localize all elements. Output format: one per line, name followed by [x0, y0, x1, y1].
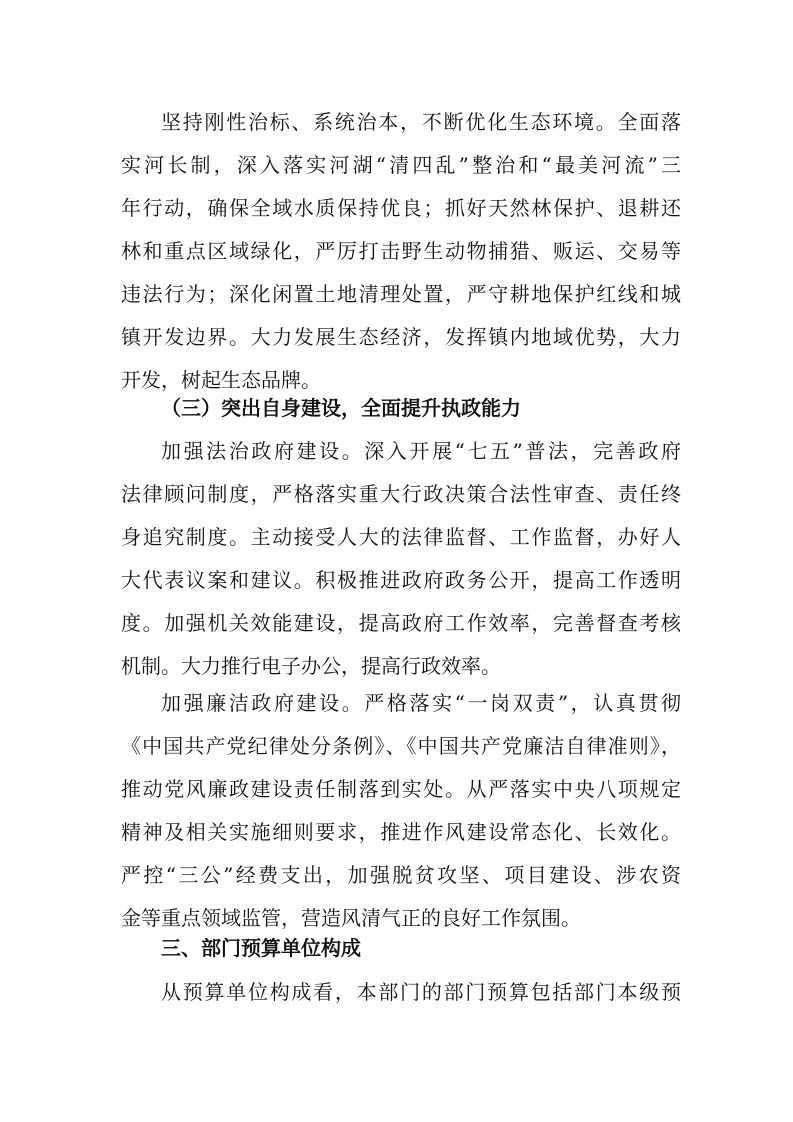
paragraph-ecology-line-2: 实河长制，深入落实河湖“清四乱”整治和“最美河流”三: [121, 153, 681, 177]
paragraph-rule-of-law-line-4: 大代表议案和建议。积极推进政府政务公开，提高工作透明: [121, 568, 681, 592]
paragraph-budget-units-line-1: 从预算单位构成看，本部门的部门预算包括部门本级预: [161, 980, 681, 1004]
paragraph-integrity-line-2: 《中国共产党纪律处分条例》、《中国共产党廉洁自律准则》，: [121, 734, 681, 758]
paragraph-rule-of-law-line-2: 法律顾问制度，严格落实重大行政决策合法性审查、责任终: [121, 482, 681, 506]
paragraph-integrity-line-4: 精神及相关实施细则要求，推进作风建设常态化、长效化。: [121, 820, 681, 844]
paragraph-ecology-line-4: 林和重点区域绿化，严厉打击野生动物捕猎、贩运、交易等: [121, 239, 681, 263]
paragraph-ecology-line-6: 镇开发边界。大力发展生态经济，发挥镇内地域优势，大力: [121, 325, 681, 349]
paragraph-ecology-line-1: 坚持刚性治标、系统治本，不断优化生态环境。全面落: [161, 110, 681, 134]
paragraph-rule-of-law-line-1: 加强法治政府建设。深入开展“七五”普法，完善政府: [161, 439, 681, 463]
paragraph-integrity-line-6: 金等重点领域监管，营造风清气正的良好工作氛围。: [121, 906, 581, 930]
section-heading-budget-units: 三、部门预算单位构成: [161, 936, 361, 960]
section-heading-self-building: （三）突出自身建设，全面提升执政能力: [161, 396, 521, 420]
paragraph-ecology-line-3: 年行动，确保全域水质保持优良；抓好天然林保护、退耕还: [121, 196, 681, 220]
paragraph-rule-of-law-line-5: 度。加强机关效能建设，提高政府工作效率，完善督查考核: [121, 611, 681, 635]
paragraph-ecology-line-5: 违法行为；深化闲置土地清理处置，严守耕地保护红线和城: [121, 282, 681, 306]
paragraph-rule-of-law-line-6: 机制。大力推行电子办公，提高行政效率。: [121, 654, 501, 678]
paragraph-ecology-line-7: 开发，树起生态品牌。: [121, 368, 321, 392]
paragraph-integrity-line-1: 加强廉洁政府建设。严格落实“一岗双责”，认真贯彻: [161, 691, 681, 715]
paragraph-rule-of-law-line-3: 身追究制度。主动接受人大的法律监督、工作监督，办好人: [121, 525, 681, 549]
paragraph-integrity-line-5: 严控“三公”经费支出，加强脱贫攻坚、项目建设、涉农资: [121, 863, 681, 887]
paragraph-integrity-line-3: 推动党风廉政建设责任制落到实处。从严落实中央八项规定: [121, 777, 681, 801]
